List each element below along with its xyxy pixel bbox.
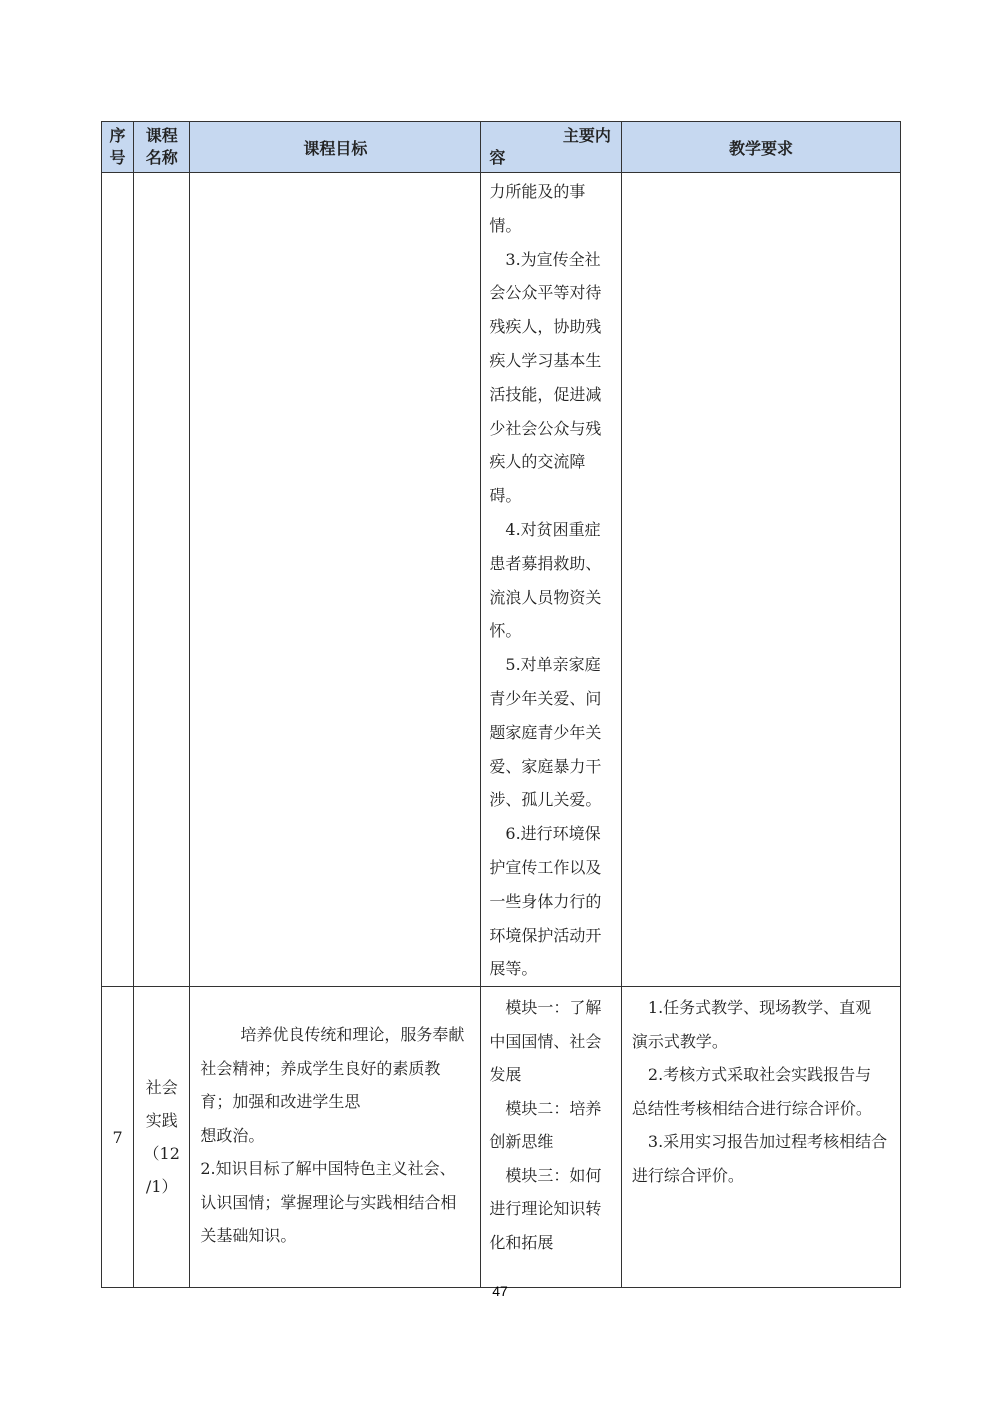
header-teaching-requirement: 教学要求 xyxy=(621,122,900,173)
header-course-goal: 课程目标 xyxy=(190,122,481,173)
header-main-content: 主要内 容 xyxy=(481,122,622,173)
cell-course-name: 社会 实践 （12 /1） xyxy=(134,987,190,1288)
cell-seq: 7 xyxy=(102,987,134,1288)
course-table xyxy=(101,121,901,1288)
cell-main-content: 模块一：了解 中国国情、社会 发展 模块二：培养 创新思维 模块三：如何 进行理论知识转 化和拓展 xyxy=(481,987,622,1288)
cell-name-empty xyxy=(134,173,190,987)
cell-teaching-requirement: 1.任务式教学、现场教学、直观 演示式教学。 2.考核方式采取社会实践报告与 总结性考核相结合进行综合评价。 3.采用实习报告加过程考核相结合 进行综合评价。 xyxy=(621,987,900,1288)
cell-main-content: 力所能及的事 情。 3.为宣传全社 会公众平等对待 残疾人，协助残 疾人学习基本生 活技能，促进减 少社会公众与残 疾人的交流障 碍。 4.对贫困重症 患者募捐救助、 流浪人员物资关 怀。 5.对单亲家庭 青少年关爱、问 题家庭青少年关 爱、家庭暴力干 涉、孤儿关爱。 6.进行环境保 护宣传工作以及 一些身体力行的 环境保护活动开 展等。 xyxy=(481,173,622,987)
table-header-row xyxy=(102,122,901,173)
cell-requirement-empty xyxy=(621,173,900,987)
page-number: 47 xyxy=(492,1283,508,1299)
header-seq: 序 号 xyxy=(102,122,134,173)
cell-goal-empty xyxy=(190,173,481,987)
cell-course-goal: 培养优良传统和理论，服务奉献 社会精神；养成学生良好的素质教 育；加强和改进学生思 想政治。 2.知识目标了解中国特色主义社会、 认识国情；掌握理论与实践相结合相 关基础知识。 xyxy=(190,987,481,1288)
header-course-name: 课程 名称 xyxy=(134,122,190,173)
table-row xyxy=(102,987,901,1288)
table-row xyxy=(102,173,901,987)
cell-seq-empty xyxy=(102,173,134,987)
